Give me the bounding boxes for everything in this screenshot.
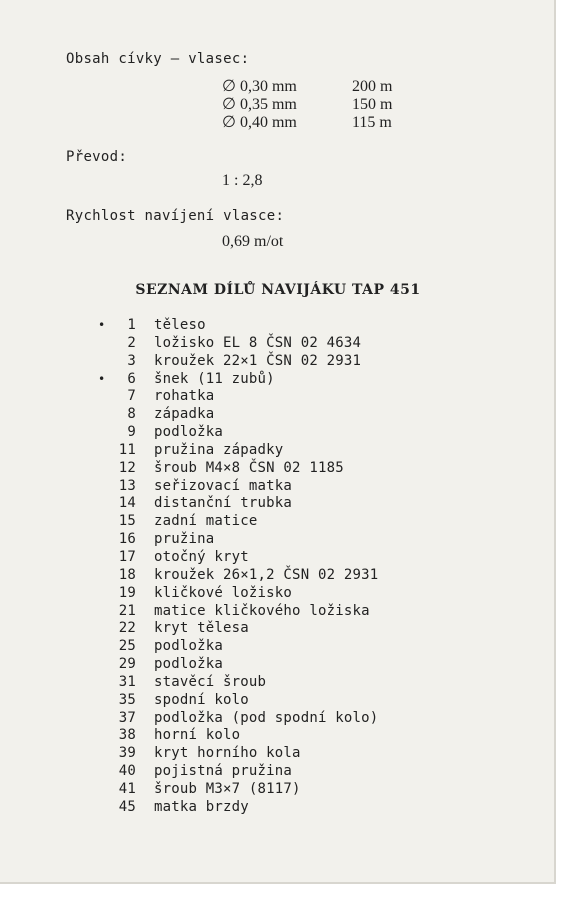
part-name: šnek (11 zubů) — [154, 370, 275, 387]
part-mark — [98, 727, 110, 745]
part-name: kryt tělesa — [154, 620, 249, 637]
part-number: 1 — [127, 317, 136, 333]
part-row — [98, 460, 378, 478]
part-number: 12 — [118, 459, 136, 476]
part-number: 2 — [127, 334, 136, 351]
part-name: pojistná pružina — [154, 763, 293, 780]
part-number: 31 — [118, 673, 136, 690]
page-bottom-edge — [0, 884, 568, 900]
part-number: 18 — [118, 566, 136, 583]
part-number: 38 — [118, 727, 136, 744]
part-name: zadní matice — [154, 513, 258, 530]
part-mark — [98, 388, 110, 406]
spool-diameter: ∅ 0,30 mm — [222, 78, 297, 95]
part-mark — [98, 692, 110, 710]
part-number: 37 — [118, 709, 136, 726]
part-mark — [98, 674, 110, 692]
part-mark — [98, 799, 110, 817]
part-name: matice kličkového ložiska — [154, 602, 370, 619]
part-mark — [98, 335, 110, 353]
part-name: spodní kolo — [154, 691, 249, 708]
part-number: 39 — [118, 745, 136, 762]
part-row — [98, 353, 378, 371]
part-number: 7 — [127, 388, 136, 405]
part-name: pružina západky — [154, 441, 284, 458]
part-name: matka brzdy — [154, 798, 249, 815]
part-row — [98, 620, 378, 638]
part-row — [98, 495, 378, 513]
part-number: 41 — [118, 780, 136, 797]
part-number: 16 — [118, 531, 136, 548]
part-mark — [98, 745, 110, 763]
part-name: stavěcí šroub — [154, 673, 267, 690]
part-name: těleso — [154, 317, 206, 333]
part-name: kroužek 22×1 ČSN 02 2931 — [154, 352, 362, 369]
spool-length: 115 m — [352, 114, 392, 131]
part-name: podložka — [154, 424, 224, 441]
spool-length: 150 m — [352, 96, 393, 113]
part-number: 40 — [118, 763, 136, 780]
part-name: šroub M3×7 (8117) — [154, 780, 301, 797]
part-mark — [98, 620, 110, 638]
part-number: 14 — [118, 495, 136, 512]
part-number: 3 — [127, 352, 136, 369]
part-row — [98, 710, 378, 728]
part-row — [98, 692, 378, 710]
part-row — [98, 781, 378, 799]
part-number: 17 — [118, 548, 136, 565]
part-name: podložka (pod spodní kolo) — [154, 709, 379, 726]
spool-diameter: ∅ 0,40 mm — [222, 114, 297, 131]
part-number: 21 — [118, 602, 136, 619]
part-row — [98, 727, 378, 745]
spool-row — [222, 96, 392, 114]
page-edge — [556, 0, 568, 900]
part-number: 25 — [118, 638, 136, 655]
retrieve-speed-label: Rychlost navíjení vlasce: — [66, 208, 285, 224]
part-name: horní kolo — [154, 727, 241, 744]
part-name: kličkové ložisko — [154, 584, 293, 601]
parts-list — [98, 317, 378, 817]
part-mark — [98, 424, 110, 442]
part-mark — [98, 763, 110, 781]
part-name: podložka — [154, 638, 224, 655]
spool-length: 200 m — [352, 78, 393, 95]
part-row — [98, 603, 378, 621]
part-name: ložisko EL 8 ČSN 02 4634 — [154, 334, 362, 351]
part-mark — [98, 638, 110, 656]
part-name: kryt horního kola — [154, 745, 301, 762]
part-name: šroub M4×8 ČSN 02 1185 — [154, 459, 344, 476]
part-row — [98, 674, 378, 692]
part-row — [98, 478, 378, 496]
part-row — [98, 585, 378, 603]
part-row — [98, 513, 378, 531]
part-row — [98, 371, 378, 389]
spool-diameter: ∅ 0,35 mm — [222, 96, 297, 113]
part-number: 22 — [118, 620, 136, 637]
part-mark — [98, 442, 110, 460]
parts-list-heading: SEZNAM DÍLŮ NAVIJÁKU TAP 451 — [135, 282, 421, 298]
part-mark — [98, 495, 110, 513]
part-number: 11 — [118, 441, 136, 458]
part-name: pružina — [154, 531, 215, 548]
part-name: kroužek 26×1,2 ČSN 02 2931 — [154, 566, 379, 583]
part-mark — [98, 567, 110, 585]
part-name: rohatka — [154, 388, 215, 405]
spool-row — [222, 114, 392, 132]
part-row — [98, 549, 378, 567]
part-name: podložka — [154, 656, 224, 673]
part-number: 35 — [118, 691, 136, 708]
part-name: západka — [154, 406, 215, 423]
part-name: seřizovací matka — [154, 477, 293, 494]
part-row — [98, 317, 378, 335]
part-row — [98, 799, 378, 817]
spool-row — [222, 78, 392, 96]
part-row — [98, 656, 378, 674]
part-mark — [98, 781, 110, 799]
part-number: 13 — [118, 477, 136, 494]
part-number: 6 — [127, 370, 136, 387]
part-name: distanční trubka — [154, 495, 293, 512]
part-mark — [98, 513, 110, 531]
part-mark — [98, 531, 110, 549]
part-row — [98, 531, 378, 549]
part-number: 15 — [118, 513, 136, 530]
part-number: 45 — [118, 798, 136, 815]
part-mark — [98, 460, 110, 478]
part-row — [98, 406, 378, 424]
part-mark: • — [98, 318, 106, 332]
part-mark — [98, 585, 110, 603]
part-row — [98, 763, 378, 781]
part-name: otočný kryt — [154, 548, 249, 565]
part-number: 8 — [127, 406, 136, 423]
part-mark — [98, 710, 110, 728]
part-mark — [98, 353, 110, 371]
part-row — [98, 424, 378, 442]
gear-ratio-label: Převod: — [66, 149, 128, 165]
spool-capacity-label: Obsah cívky — vlasec: — [66, 51, 250, 67]
part-number: 9 — [127, 424, 136, 441]
part-mark: • — [98, 371, 106, 386]
part-number: 29 — [118, 656, 136, 673]
part-row — [98, 745, 378, 763]
part-mark — [98, 478, 110, 496]
part-row — [98, 335, 378, 353]
part-row — [98, 638, 378, 656]
gear-ratio-value: 1 : 2,8 — [222, 172, 263, 189]
part-mark — [98, 406, 110, 424]
part-number: 19 — [118, 584, 136, 601]
part-row — [98, 388, 378, 406]
part-row — [98, 567, 378, 585]
part-row — [98, 442, 378, 460]
part-mark — [98, 603, 110, 621]
retrieve-speed-value: 0,69 m/ot — [222, 233, 284, 250]
part-mark — [98, 656, 110, 674]
part-mark — [98, 549, 110, 567]
spool-capacity-table — [222, 78, 392, 132]
